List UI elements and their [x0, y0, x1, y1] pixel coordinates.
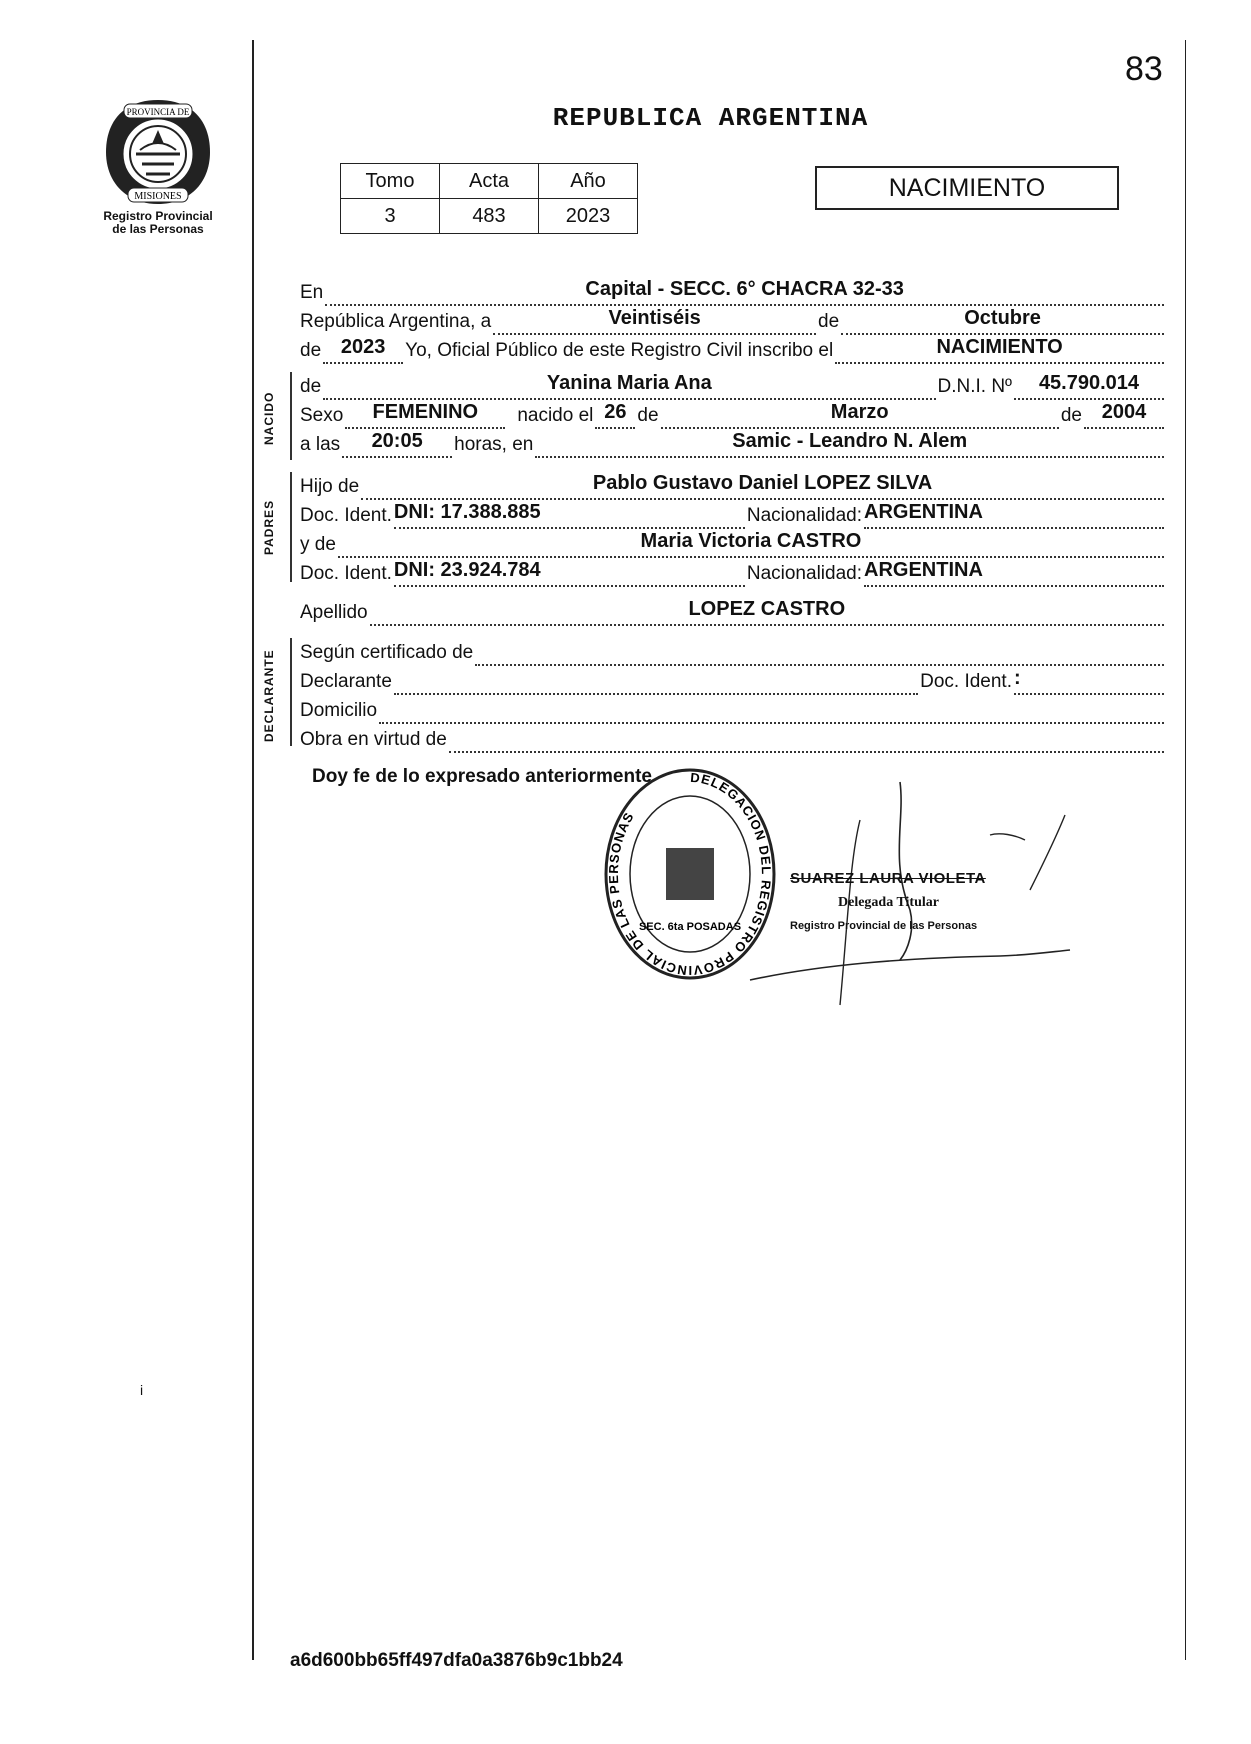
acta-reference-table [340, 163, 638, 234]
logo-caption: Registro Provincial de las Personas [103, 209, 213, 236]
form-row-hora: a las 20:05 horas, en Samic - Leandro N. Alem [300, 432, 1166, 458]
logo-ring-bottom: MISIONES [134, 191, 182, 202]
section-label-padres: PADRES [262, 499, 276, 555]
mother-doc-value: DNI: 23.924.784 [393, 559, 541, 581]
country-title: REPUBLICA ARGENTINA [552, 103, 869, 133]
year-value: 2023 [340, 336, 386, 358]
birth-time-value: 20:05 [371, 430, 423, 452]
section-label-nacido: NACIDO [262, 391, 276, 445]
form-row-declarante: Declarante Doc. Ident. : [300, 669, 1166, 695]
father-nationality-value: ARGENTINA [864, 501, 983, 523]
padres-bracket [290, 472, 292, 582]
table-cell-acta: 483 [440, 199, 539, 234]
declarante-bracket [290, 638, 292, 746]
document-hash: a6d600bb65ff497dfa0a3876b9c1bb24 [290, 1650, 623, 1671]
seal-ring-text: DELEGACION DEL REGISTRO PROVINCIAL DE LAS PERSONAS [605, 769, 775, 979]
seal-inner-text: SEC. 6ta POSADAS [638, 921, 742, 933]
left-margin-mark: i [140, 1382, 144, 1398]
form-row-padre: Hijo de Pablo Gustavo Daniel LOPEZ SILVA [300, 474, 1166, 500]
form-row-madre: y de Maria Victoria CASTRO [300, 532, 1166, 558]
form-row-padre-doc: Doc. Ident. DNI: 17.388.885 Nacionalidad: ARGENTINA [300, 503, 1166, 529]
form-row-certificado: Según certificado de [300, 640, 1166, 666]
table-header-anio: Año [539, 164, 638, 199]
table-header-acta: Acta [440, 164, 539, 199]
dni-value: 45.790.014 [1038, 372, 1140, 394]
form-row-fecha: República Argentina, a Veintiséis de Octubre [300, 309, 1166, 335]
left-margin-line [252, 40, 254, 1660]
signer-organization: Registro Provincial de las Personas [790, 920, 978, 932]
form-row-apellido: Apellido LOPEZ CASTRO [300, 600, 1166, 626]
sex-value: FEMENINO [372, 401, 479, 423]
father-doc-value: DNI: 17.388.885 [393, 501, 541, 523]
form-row-inscribo: de 2023 Yo, Oficial Público de este Registro Civil inscribo el NACIMIENTO [300, 338, 1166, 364]
page-number: 83 [1125, 50, 1163, 88]
birth-place-value: Samic - Leandro N. Alem [732, 430, 968, 452]
nacido-bracket [290, 372, 292, 460]
month-value: Octubre [964, 307, 1041, 329]
surname-value: LOPEZ CASTRO [688, 598, 846, 620]
form-row-en: En Capital - SECC. 6° CHACRA 32-33 [300, 280, 1166, 306]
section-label-declarante: DECLARANTE [262, 649, 276, 742]
father-name-value: Pablo Gustavo Daniel LOPEZ SILVA [592, 472, 933, 494]
mother-nationality-value: ARGENTINA [864, 559, 983, 581]
day-value: Veintiséis [608, 307, 701, 329]
table-cell-tomo: 3 [341, 199, 440, 234]
inscription-type-value: NACIMIENTO [936, 336, 1063, 358]
table-header-tomo: Tomo [341, 164, 440, 199]
table-cell-anio: 2023 [539, 199, 638, 234]
birth-day-value: 26 [604, 401, 627, 423]
signer-name: SUAREZ LAURA VIOLETA [790, 870, 986, 887]
signer-role: Delegada Titular [838, 895, 939, 910]
form-row-nombre: de Yanina Maria Ana D.N.I. Nº 45.790.014 [300, 374, 1166, 400]
form-row-domicilio: Domicilio [300, 698, 1166, 724]
right-margin-line [1185, 40, 1186, 1660]
province-logo [98, 92, 218, 215]
attestation-text: Doy fe de lo expresado anteriormente [312, 766, 652, 787]
form-row-madre-doc: Doc. Ident. DNI: 23.924.784 Nacionalidad: ARGENTINA [300, 561, 1166, 587]
logo-ring-top: PROVINCIA DE [126, 107, 190, 117]
mother-name-value: Maria Victoria CASTRO [640, 530, 862, 552]
act-type-box: NACIMIENTO [815, 166, 1119, 210]
form-row-obra: Obra en virtud de [300, 727, 1166, 753]
birth-year-value: 2004 [1101, 401, 1147, 423]
place-value: Capital - SECC. 6° CHACRA 32-33 [585, 278, 904, 300]
birth-month-value: Marzo [830, 401, 889, 423]
name-value: Yanina Maria Ana [546, 372, 712, 394]
form-row-sexo: Sexo FEMENINO nacido el 26 de Marzo de 2004 [300, 403, 1166, 429]
declarant-doc-value: : [1014, 667, 1021, 689]
